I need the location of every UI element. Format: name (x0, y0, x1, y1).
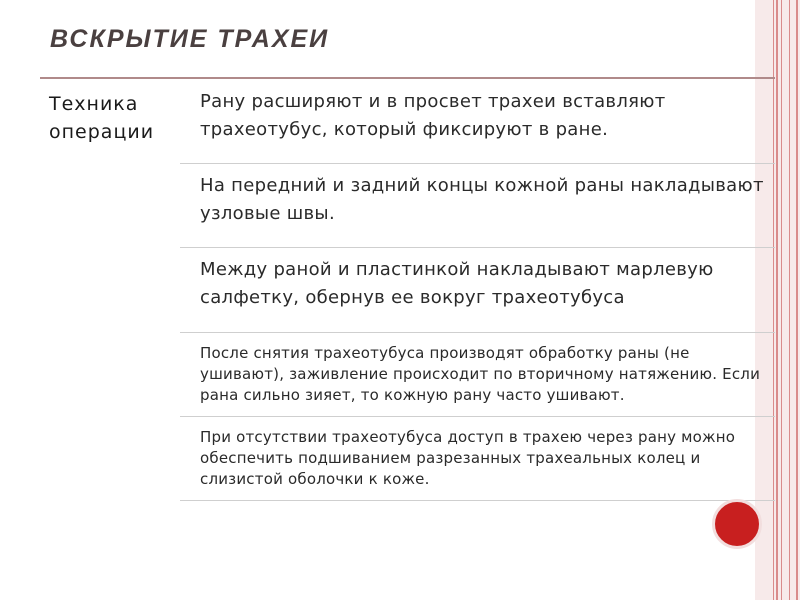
list-item (180, 164, 775, 248)
list-item (180, 333, 775, 417)
decorative-circle (712, 499, 762, 549)
content-list (180, 82, 775, 501)
list-item-text: На передний и задний концы кожной раны накладывают узловые швы. (200, 175, 764, 224)
list-item (180, 248, 775, 333)
edge-stripe (781, 0, 782, 600)
list-item-text: При отсутствии трахеотубуса доступ в трахею через рану можно обеспечить подшиванием разрезанных трахеальных колец и слизистой оболочки к коже. (200, 428, 736, 488)
list-item-text: Между раной и пластинкой накладывают марлевую салфетку, обернув ее вокруг трахеотубуса (200, 259, 714, 308)
slide-title: ВСКРЫТИЕ ТРАХЕИ (50, 25, 330, 53)
edge-stripe (796, 0, 798, 600)
edge-stripe (789, 0, 790, 600)
edge-stripe (776, 0, 778, 600)
list-item-text: Рану расширяют и в просвет трахеи вставляют трахеотубус, который фиксируют в ране. (200, 91, 666, 140)
list-item-text: После снятия трахеотубуса производят обработку раны (не ушивают), заживление происходит по вторичному натяжению. Если рана сильно зияет, то кожную рану часто ушивают. (200, 344, 761, 404)
list-item (180, 417, 775, 501)
term-label: Техника операции (49, 93, 155, 143)
list-item (180, 82, 775, 164)
title-divider (40, 77, 775, 79)
